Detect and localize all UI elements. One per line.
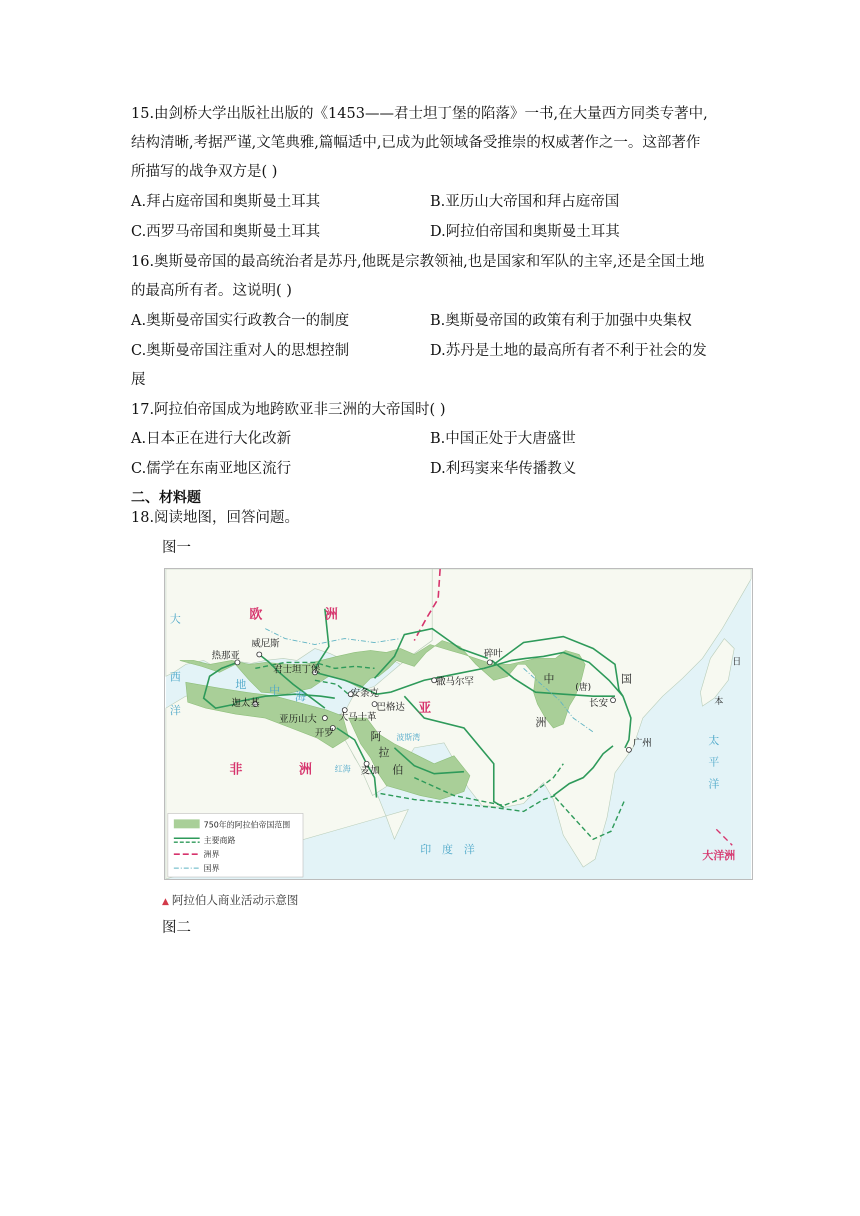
legend-area-swatch — [174, 819, 200, 828]
q16-option-d-wrap: 展 — [131, 372, 146, 388]
label-carthage: 迦太基 — [231, 698, 260, 710]
q16-option-b: B.奥斯曼帝国的政策有利于加强中央集权 — [430, 313, 692, 329]
q16-line-1: 16.奥斯曼帝国的最高统治者是苏丹,他既是宗教领袖,也是国家和军队的主宰,还是全国土地 — [131, 254, 705, 270]
label-pacific-1: 太 — [708, 733, 720, 747]
label-damascus: 大马士革 — [338, 712, 377, 724]
label-indian-ocean: 印 度 洋 — [420, 843, 475, 857]
map-legend — [168, 813, 303, 877]
legend-country-label: 国界 — [203, 864, 220, 874]
figure-2-label: 图二 — [162, 920, 191, 936]
q15-option-a: A.拜占庭帝国和奥斯曼土耳其 — [131, 194, 321, 210]
section-title: 二、材料题 — [131, 490, 201, 506]
label-oceania: 大洋洲 — [702, 849, 736, 863]
label-persian-gulf: 波斯湾 — [396, 732, 421, 742]
label-venice: 威尼斯 — [251, 638, 280, 650]
map-caption — [162, 892, 298, 908]
label-china-1: 中 — [543, 672, 555, 686]
q17-option-c: C.儒学在东南亚地区流行 — [131, 461, 292, 477]
q15-line-2: 结构清晰,考据严谨,文笔典雅,篇幅适中,已成为此领域备受推崇的权威著作之一。这部著作 — [131, 135, 701, 151]
label-med-2: 中 — [269, 684, 281, 698]
q16-option-c: C.奥斯曼帝国注重对人的思想控制 — [131, 343, 350, 359]
q15-option-b: B.亚历山大帝国和拜占庭帝国 — [430, 194, 620, 210]
label-atlantic-2: 西 — [169, 670, 181, 684]
q15-line-3: 所描写的战争双方是( ) — [131, 164, 278, 180]
q16-line-2: 的最高所有者。这说明( ) — [131, 283, 292, 299]
q17-option-d: D.利玛窦来华传播教义 — [430, 461, 577, 477]
label-arabia-1: 阿 — [370, 729, 382, 743]
q18-intro: 18.阅读地图，回答问题。 — [131, 510, 300, 526]
label-europe-1: 欧 — [249, 607, 263, 623]
q16-option-d: D.苏丹是土地的最高所有者不利于社会的发 — [430, 343, 707, 359]
q17-line-1: 17.阿拉伯帝国成为地跨欧亚非三洲的大帝国时( ) — [131, 402, 446, 418]
map-caption-text: 阿拉伯人商业活动示意图 — [171, 893, 299, 907]
legend-continent-label: 洲界 — [203, 850, 220, 860]
label-med-1: 地 — [235, 678, 247, 692]
city-marker-guangzhou — [626, 747, 631, 752]
label-europe-2: 洲 — [324, 607, 338, 623]
label-china-2: 国 — [620, 672, 632, 686]
label-genoa: 热那亚 — [211, 650, 240, 662]
label-constantinople: 君士坦丁堡 — [273, 664, 321, 676]
label-alexandria: 亚历山大 — [279, 714, 317, 726]
label-japan-1: 日 — [732, 657, 742, 668]
label-red-sea: 红海 — [334, 764, 351, 774]
arab-trade-map — [164, 568, 753, 880]
city-marker-suyab — [487, 660, 492, 665]
q17-option-b: B.中国正处于大唐盛世 — [430, 431, 576, 447]
label-arabia-2: 拉 — [378, 745, 390, 759]
label-pacific-2: 平 — [708, 755, 720, 769]
legend-area-label: 750年的阿拉伯帝国范围 — [203, 820, 291, 830]
label-arabia-3: 伯 — [392, 763, 404, 777]
label-atlantic-3: 洋 — [169, 704, 181, 718]
label-cairo: 开罗 — [314, 727, 334, 739]
label-guangzhou: 广州 — [632, 737, 652, 749]
label-baghdad: 巴格达 — [376, 702, 405, 714]
q15-option-c: C.西罗马帝国和奥斯曼土耳其 — [131, 224, 321, 240]
q17-option-a: A.日本正在进行大化改新 — [131, 431, 292, 447]
label-med-3: 海 — [295, 690, 306, 704]
city-marker-alexandria — [322, 716, 327, 721]
label-africa-2: 洲 — [299, 762, 312, 778]
label-suyab: 碎叶 — [483, 648, 503, 660]
q16-option-a: A.奥斯曼帝国实行政教合一的制度 — [131, 313, 350, 329]
city-marker-changan — [611, 698, 616, 703]
triangle-icon: ▲ — [162, 897, 169, 907]
label-atlantic-1: 大 — [169, 612, 181, 626]
label-mecca: 麦加 — [360, 765, 380, 777]
figure-1-label: 图一 — [162, 540, 191, 556]
label-asia-2: 洲 — [535, 715, 547, 729]
q15-line-1: 15.由剑桥大学出版社出版的《1453——君士坦丁堡的陷落》一书,在大量西方同类专著中, — [131, 106, 708, 122]
label-tang: (唐) — [575, 683, 592, 694]
label-japan-2: 本 — [714, 697, 724, 708]
label-pacific-3: 洋 — [708, 777, 720, 791]
label-changan: 长安 — [589, 698, 609, 710]
legend-route-label: 主要商路 — [203, 836, 236, 846]
label-antioch: 安条克 — [350, 688, 379, 700]
city-marker-venice — [257, 652, 262, 657]
q15-option-d: D.阿拉伯帝国和奥斯曼土耳其 — [430, 224, 620, 240]
label-africa-1: 非 — [229, 762, 243, 778]
label-asia-1: 亚 — [418, 701, 432, 717]
label-samarkand: 撒马尔罕 — [436, 676, 474, 688]
